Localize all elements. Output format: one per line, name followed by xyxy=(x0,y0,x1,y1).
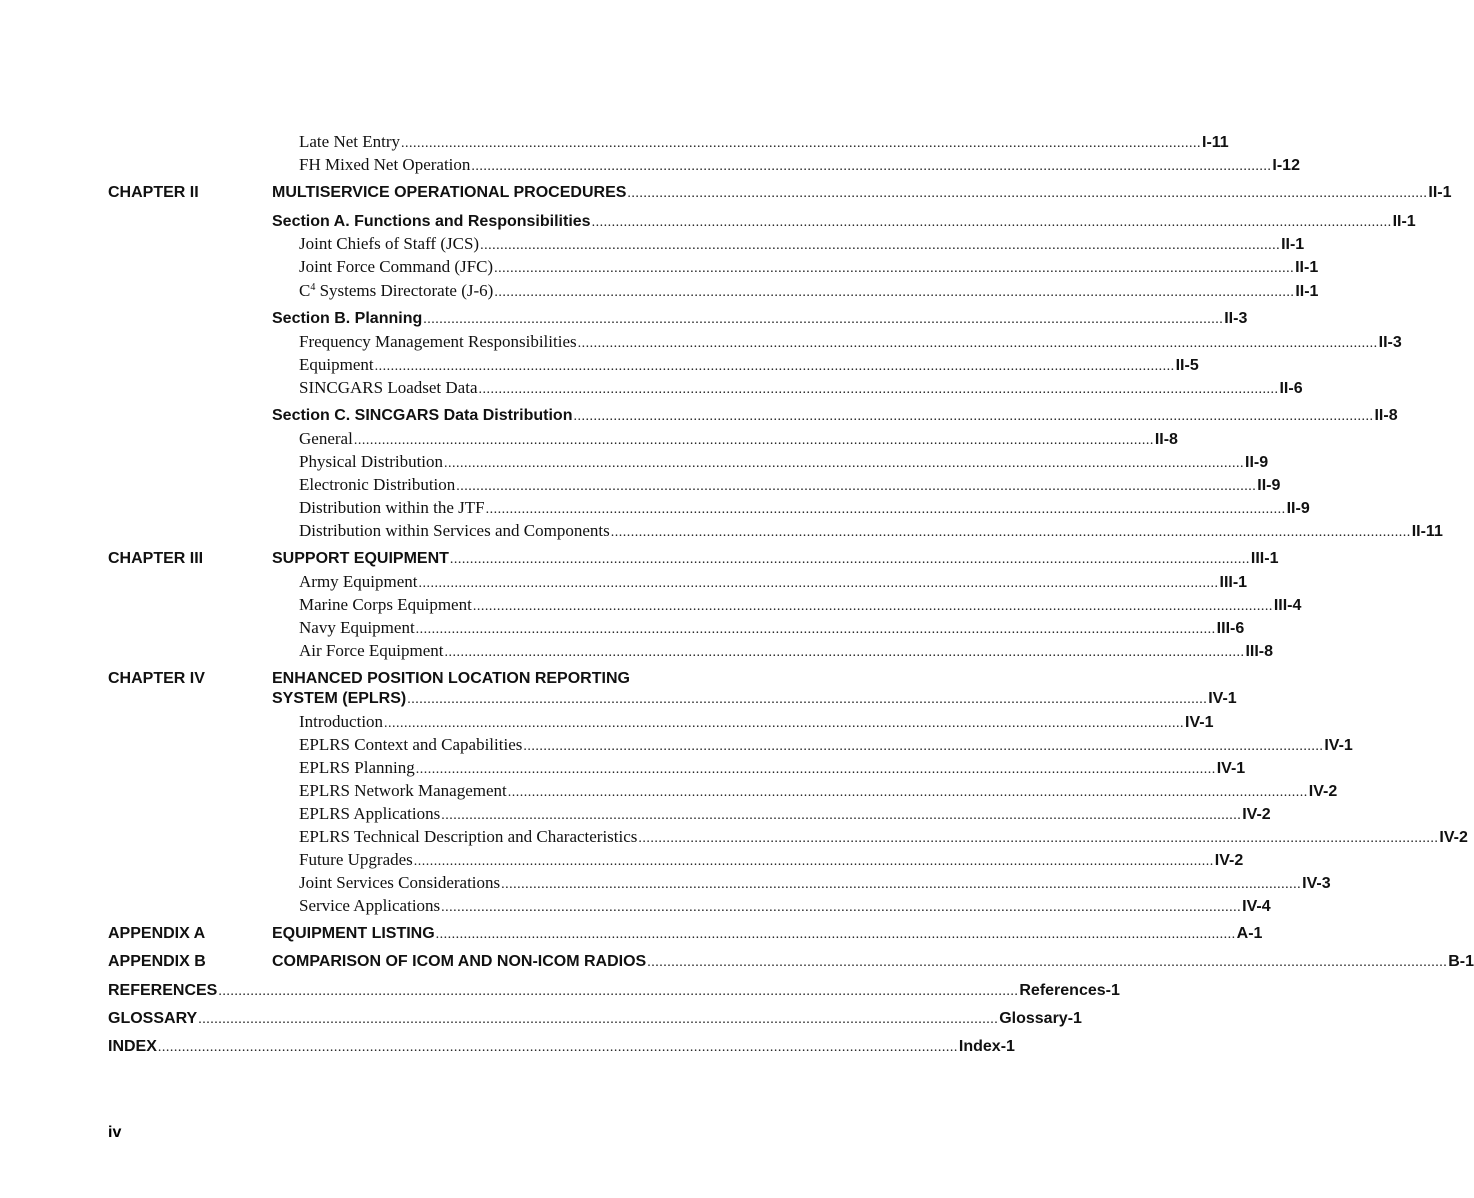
leader-dots: ........................................................................................................................................................................................................ xyxy=(507,785,1308,800)
toc-appendix-b[interactable]: APPENDIX B COMPARISON OF ICOM AND NON-ICOM RADIOS ........................................................................................................................................................................................................ B-1 xyxy=(0,951,926,973)
leader-dots: ........................................................................................................................................................................................................ xyxy=(480,238,1281,253)
toc-entry-distribution-within-jtf[interactable]: Distribution within the JTF ........................................................................................................................................................................................................ II-9 xyxy=(0,497,926,519)
leader-dots: ........................................................................................................................................................................................................ xyxy=(374,359,1175,374)
leader-dots: ........................................................................................................................................................................................................ xyxy=(577,336,1378,351)
leader-dots: ........................................................................................................................................................................................................ xyxy=(638,831,1439,846)
leader-dots: ........................................................................................................................................................................................................ xyxy=(573,409,1374,424)
toc-entry-eplrs-context[interactable]: EPLRS Context and Capabilities ........................................................................................................................................................................................................ IV-1 xyxy=(0,734,926,756)
leader-dots: ........................................................................................................................................................................................................ xyxy=(218,984,1019,999)
toc-index[interactable]: INDEX ........................................................................................................................................................................................................ Index-1 xyxy=(0,1036,926,1058)
toc-entry-army-equipment[interactable]: Army Equipment ........................................................................................................................................................................................................ III-1 xyxy=(0,571,926,593)
leader-dots: ........................................................................................................................................................................................................ xyxy=(478,382,1279,397)
leader-dots: ........................................................................................................................................................................................................ xyxy=(610,525,1411,540)
toc-entry-j6[interactable]: $C^4$ Systems Directorate (J-6) ........................................................................................................................................................................................................ II-1 xyxy=(0,280,926,302)
toc-entry-distribution-within-services[interactable]: Distribution within Services and Components ........................................................................................................................................................................................................ II-11 xyxy=(0,520,926,542)
toc-entry-future-upgrades[interactable]: Future Upgrades ........................................................................................................................................................................................................ IV-2 xyxy=(0,849,926,871)
leader-dots: ........................................................................................................................................................................................................ xyxy=(523,739,1324,754)
toc-entry-joint-services[interactable]: Joint Services Considerations ........................................................................................................................................................................................................ IV-3 xyxy=(0,872,926,894)
appendix-label: APPENDIX B xyxy=(108,953,206,970)
leader-dots: ........................................................................................................................................................................................................ xyxy=(591,215,1392,230)
leader-dots: ........................................................................................................................................................................................................ xyxy=(449,552,1250,567)
leader-dots: ........................................................................................................................................................................................................ xyxy=(456,479,1257,494)
leader-dots: ........................................................................................................................................................................................................ xyxy=(494,285,1295,300)
toc-entry-eplrs-technical[interactable]: EPLRS Technical Description and Characteristics ........................................................................................................................................................................................................ IV-2 xyxy=(0,826,926,848)
toc-chapter-iv[interactable]: SYSTEM (EPLRS) ........................................................................................................................................................................................................ IV-1 xyxy=(0,688,926,710)
toc-section-c[interactable]: Section C. SINCGARS Data Distribution ........................................................................................................................................................................................................ II-8 xyxy=(0,405,926,427)
leader-dots: ........................................................................................................................................................................................................ xyxy=(401,136,1202,151)
chapter-label: CHAPTER II xyxy=(108,184,199,201)
leader-dots: ........................................................................................................................................................................................................ xyxy=(415,622,1216,637)
toc-chapter-ii[interactable]: CHAPTER II MULTISERVICE OPERATIONAL PROCEDURES ........................................................................................................................................................................................................ II-1 xyxy=(0,182,926,204)
leader-dots: ........................................................................................................................................................................................................ xyxy=(415,762,1216,777)
leader-dots: ........................................................................................................................................................................................................ xyxy=(418,576,1219,591)
toc-entry-fh-mixed-net-operation[interactable]: FH Mixed Net Operation ........................................................................................................................................................................................................ I-12 xyxy=(0,154,926,176)
chapter-label: CHAPTER III xyxy=(108,550,204,567)
toc-entry-electronic-distribution[interactable]: Electronic Distribution ........................................................................................................................................................................................................ II-9 xyxy=(0,474,926,496)
toc-entry-air-force-equipment[interactable]: Air Force Equipment ........................................................................................................................................................................................................ III-8 xyxy=(0,640,926,662)
leader-dots: ........................................................................................................................................................................................................ xyxy=(413,854,1214,869)
appendix-label: APPENDIX A xyxy=(108,925,206,942)
toc-entry-frequency-management[interactable]: Frequency Management Responsibilities ........................................................................................................................................................................................................ II-3 xyxy=(0,331,926,353)
toc-references[interactable]: REFERENCES ........................................................................................................................................................................................................ References-1 xyxy=(0,980,926,1002)
leader-dots: ........................................................................................................................................................................................................ xyxy=(444,456,1245,471)
leader-dots: ........................................................................................................................................................................................................ xyxy=(384,716,1185,731)
toc-entry-physical-distribution[interactable]: Physical Distribution ........................................................................................................................................................................................................ II-9 xyxy=(0,451,926,473)
toc-entry-navy-equipment[interactable]: Navy Equipment ........................................................................................................................................................................................................ III-6 xyxy=(0,617,926,639)
toc-entry-jcs[interactable]: Joint Chiefs of Staff (JCS) ........................................................................................................................................................................................................ II-1 xyxy=(0,233,926,255)
chapter-label: CHAPTER IV xyxy=(108,670,205,687)
leader-dots: ........................................................................................................................................................................................................ xyxy=(627,186,1428,201)
toc-entry-jfc[interactable]: Joint Force Command (JFC) ........................................................................................................................................................................................................ II-1 xyxy=(0,256,926,278)
toc-entry-marine-corps-equipment[interactable]: Marine Corps Equipment ........................................................................................................................................................................................................ III-4 xyxy=(0,594,926,616)
toc-entry-loadset-data[interactable]: SINCGARS Loadset Data ........................................................................................................................................................................................................ II-6 xyxy=(0,377,926,399)
leader-dots: ........................................................................................................................................................................................................ xyxy=(441,808,1242,823)
leader-dots: ........................................................................................................................................................................................................ xyxy=(423,312,1224,327)
leader-dots: ........................................................................................................................................................................................................ xyxy=(444,645,1245,660)
leader-dots: ........................................................................................................................................................................................................ xyxy=(407,692,1208,707)
toc-entry-eplrs-network[interactable]: EPLRS Network Management ........................................................................................................................................................................................................ IV-2 xyxy=(0,780,926,802)
leader-dots: ........................................................................................................................................................................................................ xyxy=(494,261,1295,276)
j6-title: $C^4$ Systems Directorate (J-6) xyxy=(299,281,494,300)
leader-dots: ........................................................................................................................................................................................................ xyxy=(435,927,1236,942)
toc-section-a[interactable]: Section A. Functions and Responsibilities ........................................................................................................................................................................................................ II-1 xyxy=(0,211,926,233)
toc-entry-introduction[interactable]: Introduction ........................................................................................................................................................................................................ IV-1 xyxy=(0,711,926,733)
toc-chapter-iv-heading[interactable] xyxy=(0,668,926,690)
leader-dots: ........................................................................................................................................................................................................ xyxy=(441,900,1242,915)
toc-entry-equipment[interactable]: Equipment ........................................................................................................................................................................................................ II-5 xyxy=(0,354,926,376)
toc-entry-general[interactable]: General ........................................................................................................................................................................................................ II-8 xyxy=(0,428,926,450)
toc-chapter-iii[interactable]: CHAPTER III SUPPORT EQUIPMENT ........................................................................................................................................................................................................ III-1 xyxy=(0,548,926,570)
page-number: iv xyxy=(108,1124,122,1141)
leader-dots: ........................................................................................................................................................................................................ xyxy=(485,502,1286,517)
leader-dots: ........................................................................................................................................................................................................ xyxy=(647,955,1448,970)
leader-dots: ........................................................................................................................................................................................................ xyxy=(157,1040,958,1055)
toc-appendix-a[interactable]: APPENDIX A EQUIPMENT LISTING ........................................................................................................................................................................................................ A-1 xyxy=(0,923,926,945)
toc-entry-late-net-entry[interactable]: Late Net Entry ........................................................................................................................................................................................................ I-11 xyxy=(0,131,926,153)
toc-entry-eplrs-applications[interactable]: EPLRS Applications ........................................................................................................................................................................................................ IV-2 xyxy=(0,803,926,825)
leader-dots: ........................................................................................................................................................................................................ xyxy=(353,433,1154,448)
leader-dots: ........................................................................................................................................................................................................ xyxy=(471,159,1272,174)
toc-glossary[interactable]: GLOSSARY ........................................................................................................................................................................................................ Glossary-1 xyxy=(0,1008,926,1030)
chapter-iv-title-line1: ENHANCED POSITION LOCATION REPORTING xyxy=(272,670,630,687)
toc-entry-eplrs-planning[interactable]: EPLRS Planning ........................................................................................................................................................................................................ IV-1 xyxy=(0,757,926,779)
leader-dots: ........................................................................................................................................................................................................ xyxy=(198,1012,999,1027)
leader-dots: ........................................................................................................................................................................................................ xyxy=(501,877,1302,892)
leader-dots: ........................................................................................................................................................................................................ xyxy=(472,599,1273,614)
toc-section-b[interactable]: Section B. Planning ........................................................................................................................................................................................................ II-3 xyxy=(0,308,926,330)
toc-entry-service-applications[interactable]: Service Applications ........................................................................................................................................................................................................ IV-4 xyxy=(0,895,926,917)
